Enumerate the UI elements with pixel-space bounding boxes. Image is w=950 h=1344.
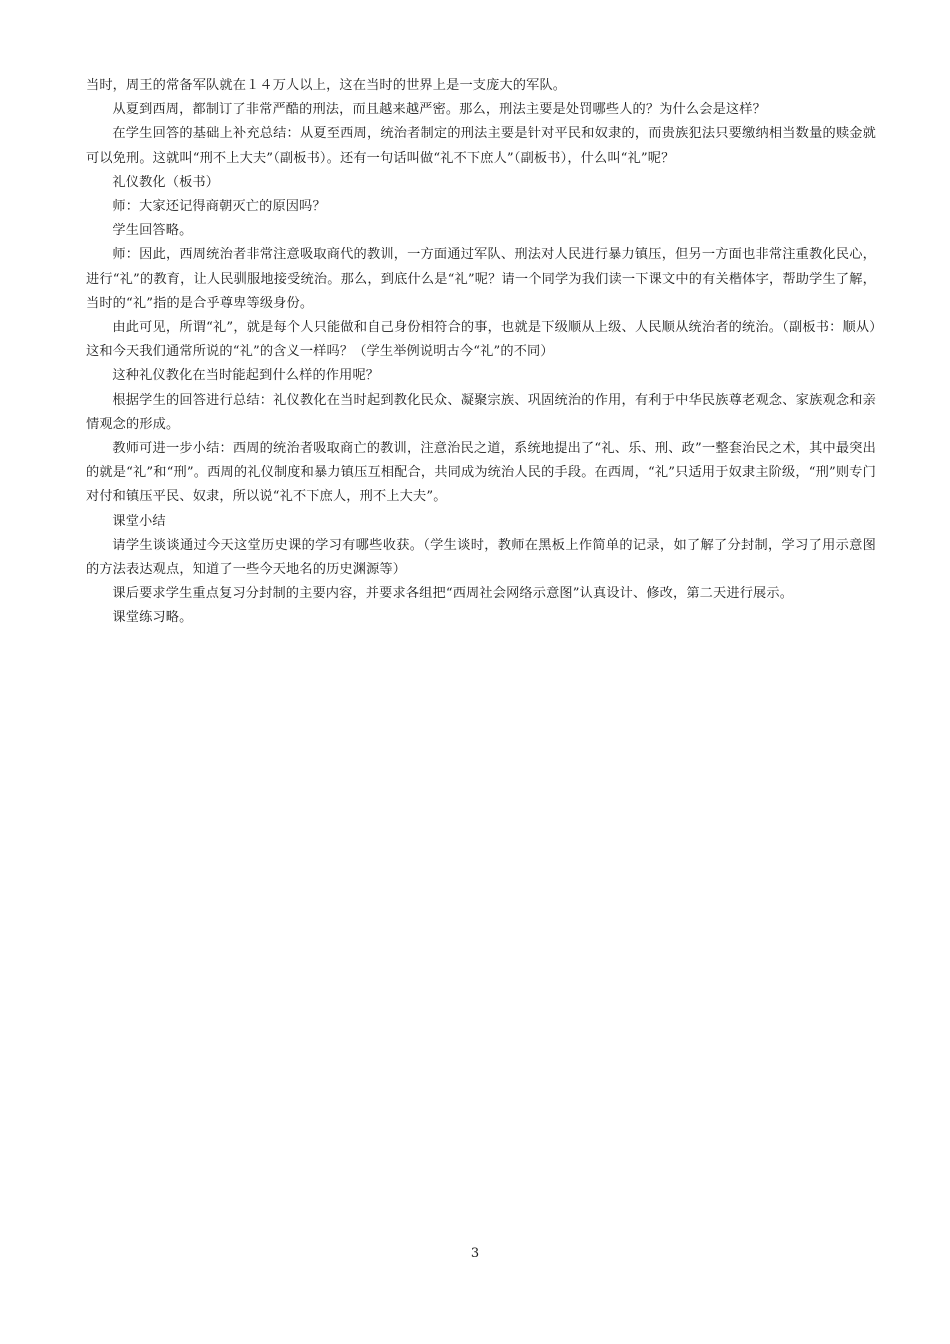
- paragraph-6: 学生回答略。: [112, 223, 193, 239]
- paragraph-3: 在学生回答的基础上补充总结：从夏至西周，统治者制定的刑法主要是针对平民和奴隶的，而贵族犯法只要缴纳相当数量的赎金就可以免刑。这就叫“刑不上大夫”（副板书）。还有一句话叫做“礼不下庶人”（副板书），什么叫“礼”呢？: [86, 126, 876, 166]
- section-heading-summary: 课堂小结: [112, 513, 166, 529]
- paragraph-5: 师：大家还记得商朝灭亡的原因吗？: [112, 199, 326, 215]
- paragraph-15: 课堂练习略。: [112, 610, 193, 626]
- paragraph-13: 请学生谈谈通过今天这堂历史课的学习有哪些收获。（学生谈时，教师在黑板上作简单的记录，如了解了分封制，学习了用示意图的方法表达观点，知道了一些今天地名的历史渊源等）: [86, 537, 876, 578]
- paragraph-8: 由此可见，所谓“礼”，就是每个人只能做和自己身份相符合的事，也就是下级顺从上级、人民顺从统治者的统治。（副板书：顺从）这和今天我们通常所说的“礼”的含义一样吗？（学生举例说明古今“礼”的不同）: [86, 320, 876, 360]
- paragraph-1: 当时，周王的常备军队就在１４万人以上，这在当时的世界上是一支庞大的军队。: [86, 78, 567, 93]
- page-body: [86, 74, 876, 631]
- paragraph-14: 课后要求学生重点复习分封制的主要内容，并要求各组把“西周社会网络示意图”认真设计、修改，第二天进行展示。: [112, 586, 794, 602]
- paragraph-9: 这种礼仪教化在当时能起到什么样的作用呢？: [112, 368, 380, 384]
- paragraph-2: 从夏到西周，都制订了非常严酷的刑法，而且越来越严密。那么，刑法主要是处罚哪些人的？为什么会是这样？: [112, 102, 766, 118]
- section-heading-etiquette: 礼仪教化（板书）: [112, 174, 220, 190]
- paragraph-10: 根据学生的回答进行总结：礼仪教化在当时起到教化民众、凝聚宗族、巩固统治的作用，有利于中华民族尊老观念、家族观念和亲情观念的形成。: [86, 392, 876, 432]
- paragraph-11: 教师可进一步小结：西周的统治者吸取商亡的教训，注意治民之道，系统地提出了“礼、乐、刑、政”一整套治民之术，其中最突出的就是“礼”和“刑”。西周的礼仪制度和暴力镇压互相配合，共同成为统治人民的手段。在西周，“礼”只适用于奴隶主阶级，“刑”则专门对付和镇压平民、奴隶，所以说“礼不下庶人，刑不上大夫”。: [86, 441, 876, 505]
- page-number: 3: [470, 1246, 480, 1261]
- paragraph-7: 师：因此，西周统治者非常注意吸取商代的教训，一方面通过军队、刑法对人民进行暴力镇压，但另一方面也非常注重教化民心，进行“礼”的教育，让人民驯服地接受统治。那么，到底什么是“礼”呢？请一个同学为我们读一下课文中的有关楷体字，帮助学生了解，当时的“礼”指的是合乎尊卑等级身份。: [86, 247, 876, 311]
